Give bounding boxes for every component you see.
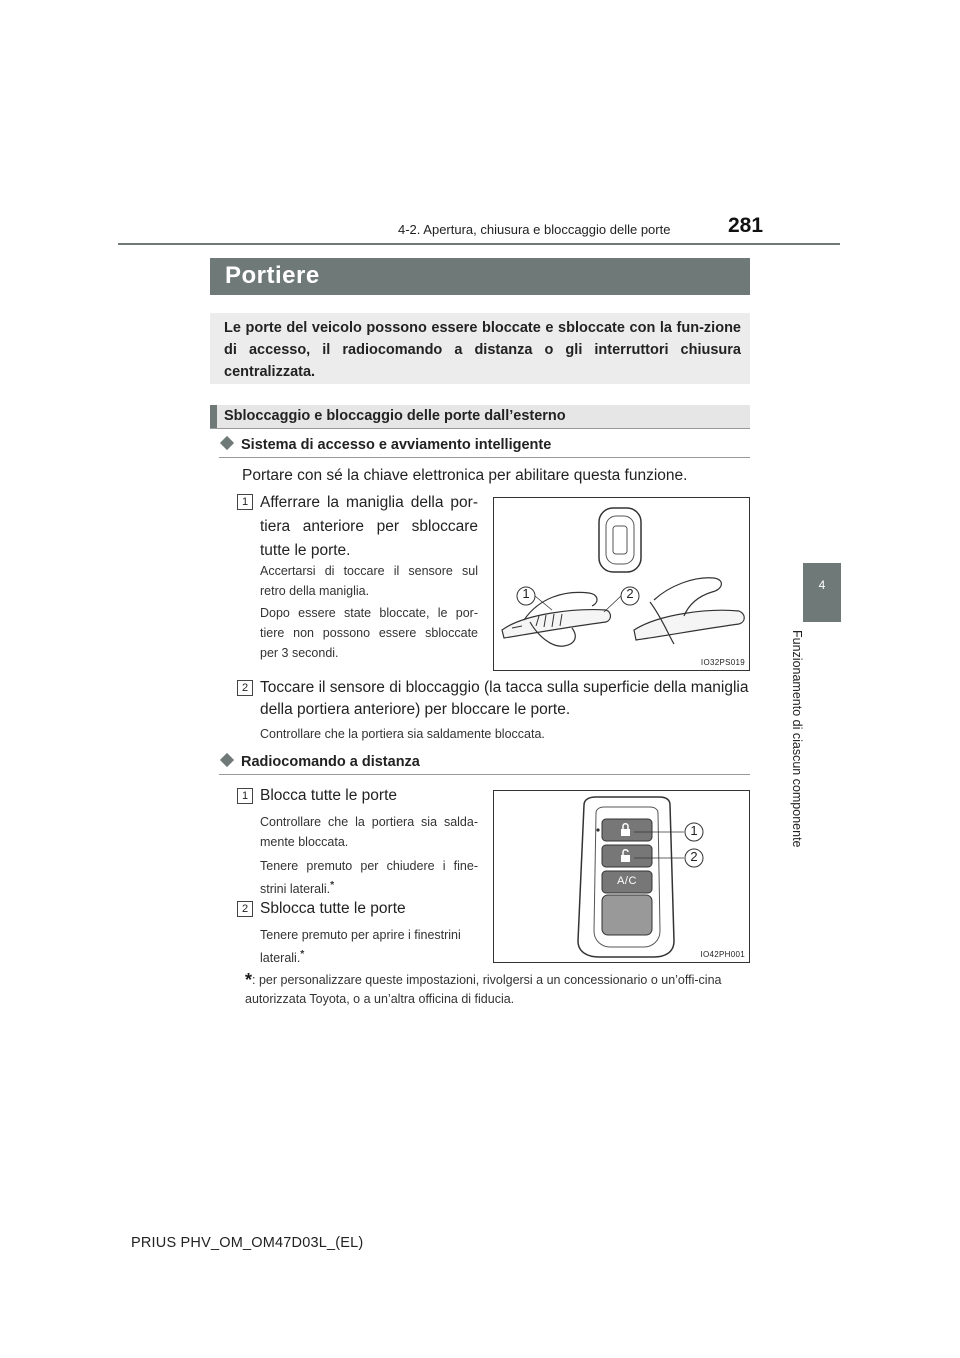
section1-title: Sistema di accesso e avviamento intelligente: [241, 437, 552, 453]
page-number: 281: [728, 214, 764, 237]
s2-step1-text: Blocca tutte le porte: [260, 787, 397, 804]
section1-heading: [219, 437, 551, 453]
s2-step2-note: Tenere premuto per aprire i finestrini laterali.: [260, 928, 461, 966]
s2-step1-note1: Controllare che la portiera sia salda-mente bloccata.: [260, 815, 478, 849]
chapter-label: [788, 630, 808, 860]
s2-step1-number: 1: [237, 788, 253, 804]
step2-number: 2: [237, 680, 253, 696]
section1-intro: Portare con sé la chiave elettronica per abilitare questa funzione.: [242, 467, 688, 484]
page-title: Portiere: [225, 262, 320, 289]
chapter-label-text: Funzionamento di ciascun componente: [790, 630, 804, 848]
footnote-text: : per personalizzare queste impostazioni, rivolgersi a un concessionario o un’offi-cina autorizzata Toyota, o a un’altra officina di fiducia.: [245, 973, 722, 1006]
footer-code: PRIUS PHV_OM_OM47D03L_(EL): [131, 1235, 364, 1251]
diamond-bullet-icon: [220, 753, 234, 767]
section2-title: Radiocomando a distanza: [241, 754, 420, 770]
section2-rule: [219, 774, 750, 775]
asterisk: *: [330, 880, 335, 891]
step2-text: Toccare il sensore di bloccaggio (la tacca sulla superficie della maniglia della portiera anteriore) per bloccare le porte.: [260, 679, 749, 718]
s2-step2-text: Sblocca tutte le porte: [260, 900, 406, 917]
chapter-tab: [803, 563, 841, 622]
figure2-code: IO42PH001: [700, 950, 745, 959]
figure-door-handle: [493, 497, 750, 671]
step2-note: Controllare che la portiera sia saldamente bloccata.: [260, 727, 545, 741]
door-handle-illustration: [494, 498, 749, 670]
step1-note1: Accertarsi di toccare il sensore sul retro della maniglia.: [260, 564, 478, 598]
footnote: [245, 968, 750, 1009]
figure-remote-key: [493, 790, 750, 963]
smart-key-icon: [599, 508, 641, 572]
s2-step2-note-block: [260, 925, 480, 968]
figure1-code: IO32PS019: [700, 658, 745, 667]
step1-number: 1: [237, 494, 253, 510]
step1-text: Afferrare la maniglia della por-tiera anteriore per sbloccare tutte le porte.: [260, 494, 478, 559]
subheading: Sbloccaggio e bloccaggio delle porte dall’esterno: [224, 408, 566, 424]
ac-button-label: A/C: [617, 875, 637, 887]
figure2-callout-2: 2: [690, 849, 698, 864]
section2-heading: [219, 754, 420, 770]
diamond-bullet-icon: [220, 436, 234, 450]
figure1-callout-1: 1: [522, 586, 530, 601]
s2-step2-number: 2: [237, 901, 253, 917]
header-section-title: 4-2. Apertura, chiusura e bloccaggio delle porte: [398, 222, 671, 237]
intro-text: Le porte del veicolo possono essere bloccate e sbloccate con la fun-zione di accesso, il radiocomando a distanza o gli interruttori chiusura centralizzata.: [224, 320, 741, 380]
asterisk: *: [300, 949, 305, 960]
header-rule: [118, 243, 840, 245]
door-handle-right-icon: [634, 578, 744, 644]
s2-step1-note2-block: [260, 856, 478, 899]
s2-step1-note2: Tenere premuto per chiudere i fine-strini laterali.: [260, 859, 478, 897]
section1-rule: [219, 457, 750, 458]
figure1-callout-2: 2: [626, 586, 634, 601]
chapter-number: 4: [818, 578, 826, 592]
subheading-rule: [210, 428, 750, 429]
figure2-callout-1: 1: [690, 823, 698, 838]
footnote-asterisk: *: [245, 970, 253, 990]
step1-note2: Dopo essere state bloccate, le por-tiere non possono essere sbloccate per 3 secondi.: [260, 606, 478, 660]
